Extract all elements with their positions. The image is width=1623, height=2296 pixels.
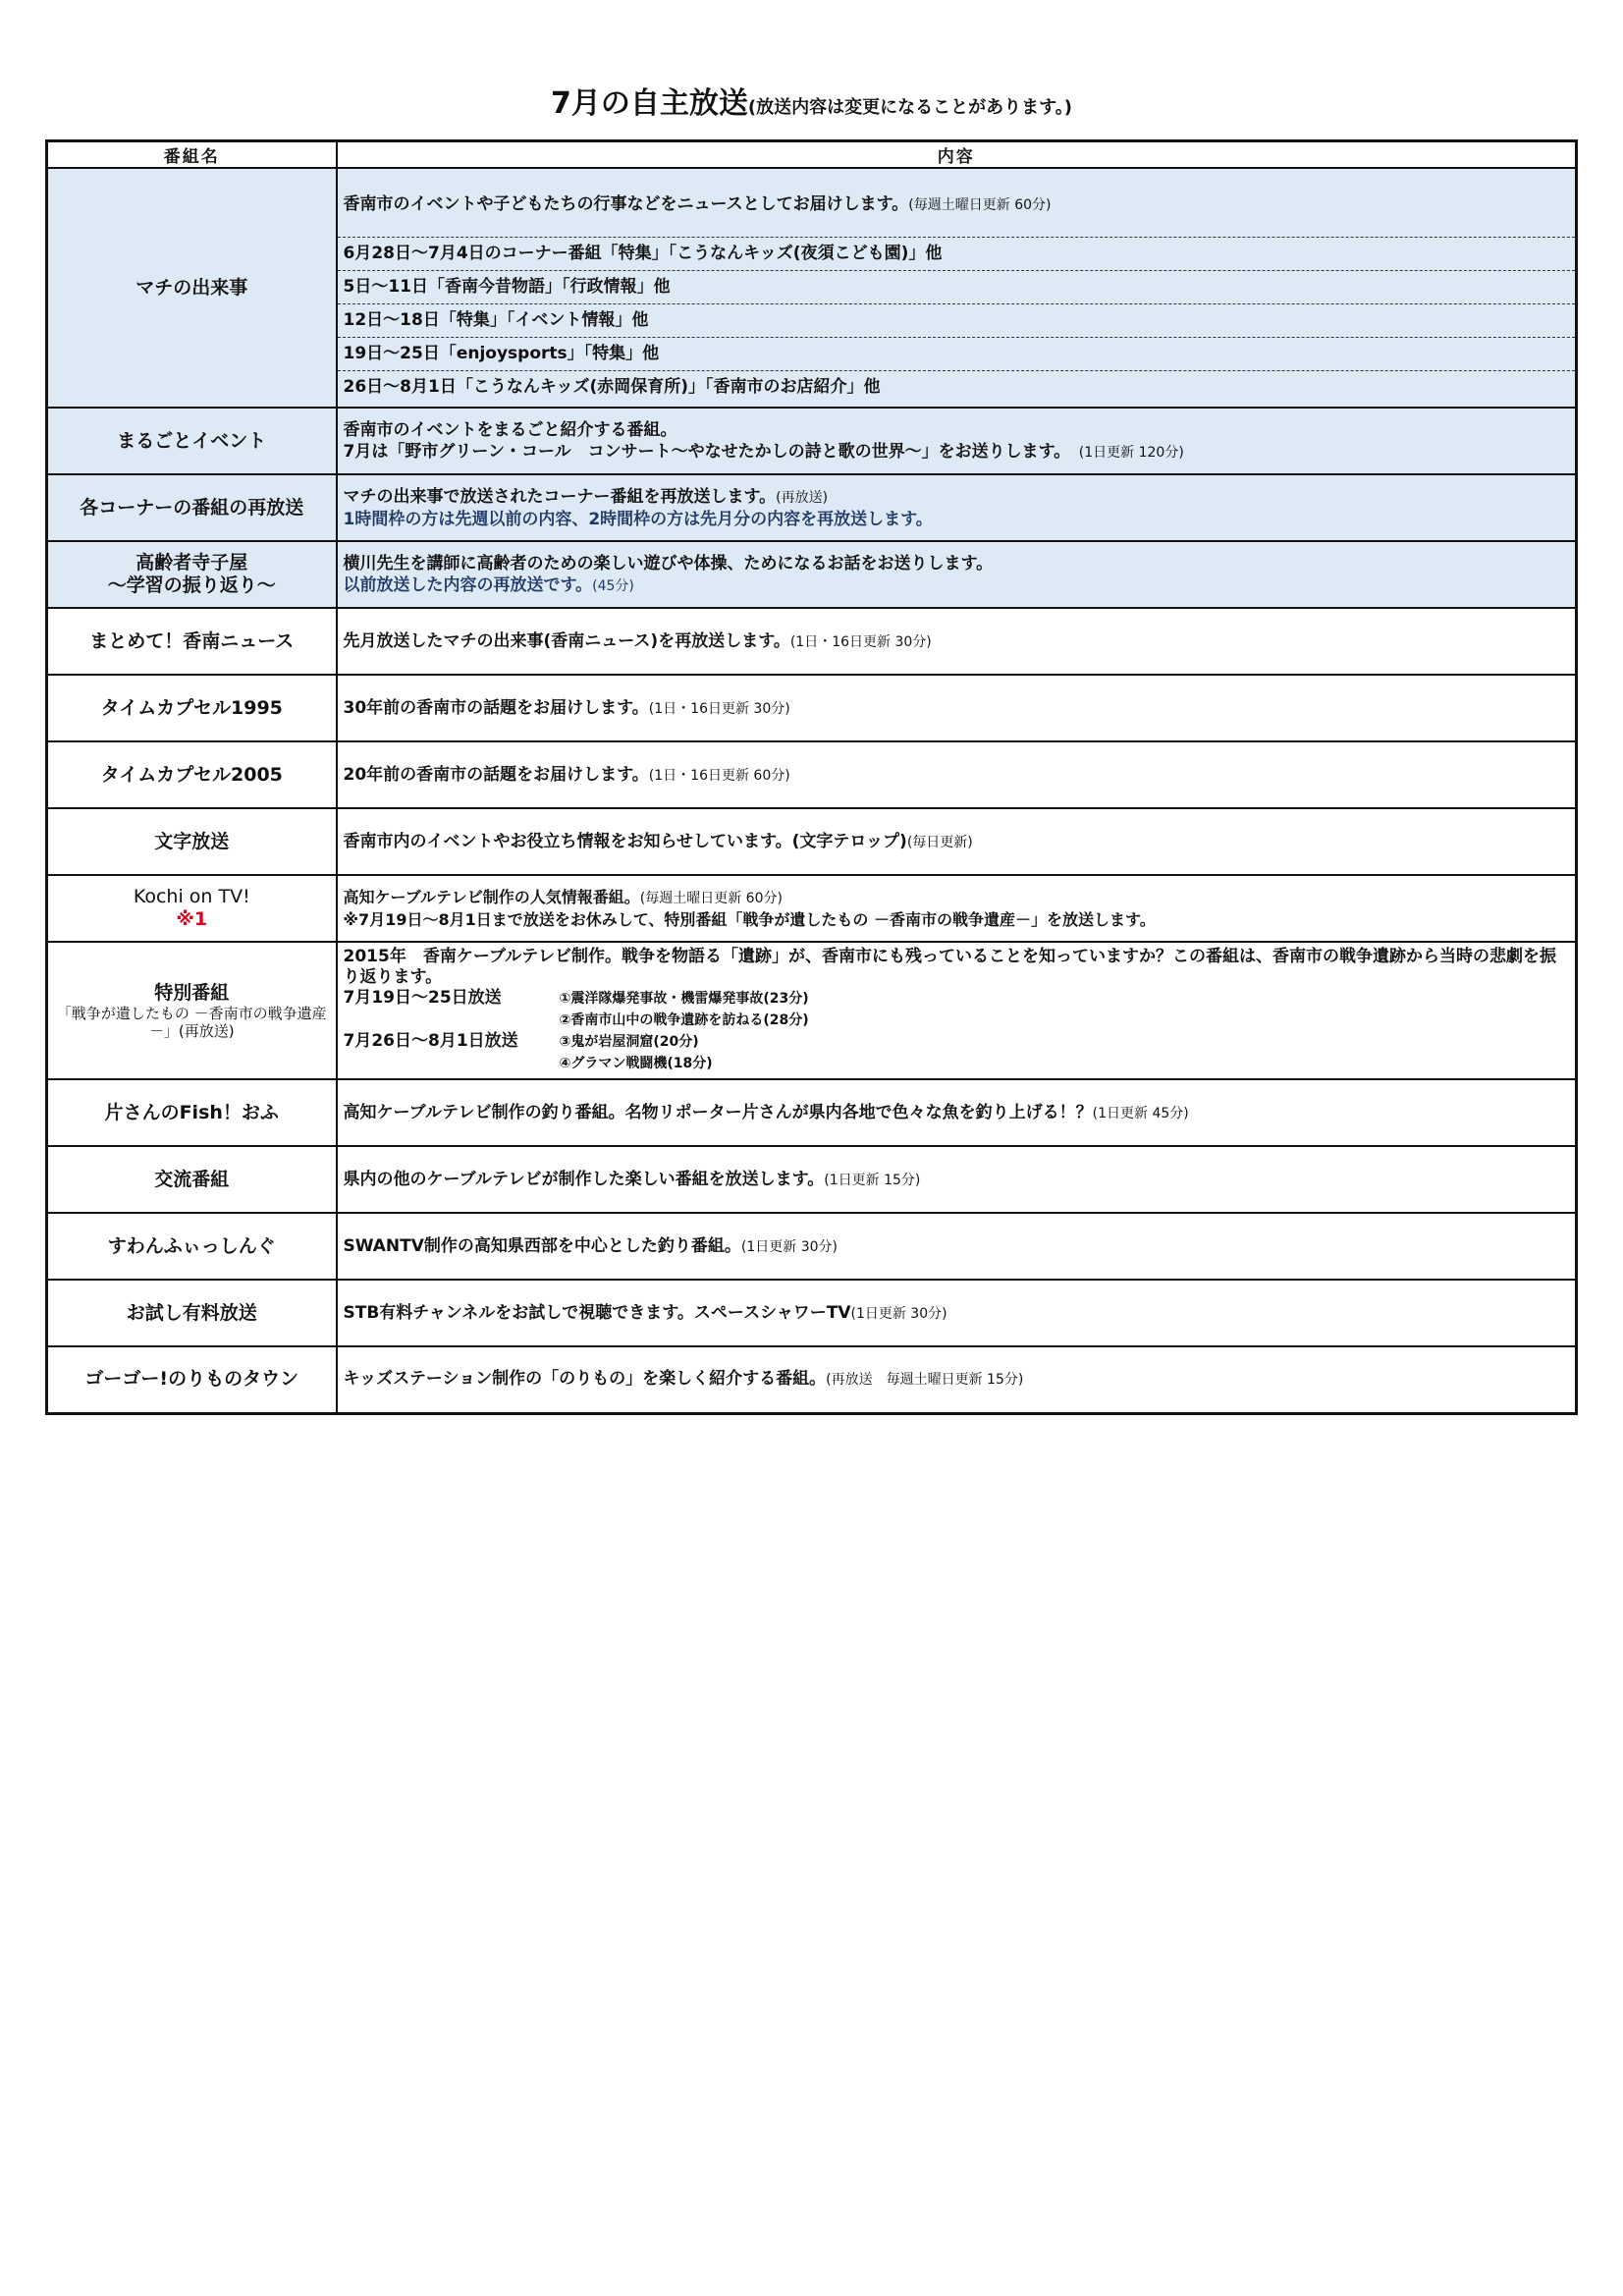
header-row	[47, 141, 1577, 169]
program-name: すわんふぃっしんぐ	[47, 1213, 337, 1280]
desc-line: 7月26日～8月1日放送 ③鬼が岩屋洞窟(20分)	[343, 1031, 699, 1051]
program-desc	[337, 942, 1577, 1079]
desc-line: 高知ケーブルテレビ制作の人気情報番組。(毎週土曜日更新 60分)	[343, 887, 783, 906]
program-desc	[337, 541, 1577, 608]
schedule-table	[45, 139, 1578, 1415]
desc-line: マチの出来事で放送されたコーナー番組を再放送します。(再放送)	[343, 486, 829, 507]
table-row	[47, 608, 1577, 675]
desc-line: 7月は「野市グリーン・コール コンサート～やなせたかしの詩と歌の世界～」をお送りします。 (1日更新 120分)	[343, 441, 1184, 462]
program-name: マチの出来事	[47, 168, 337, 408]
program-name: 交流番組	[47, 1146, 337, 1213]
machi-intro: 香南市のイベントや子どもたちの行事などをニュースとしてお届けします。(毎週土曜日更新 60分)	[338, 172, 1576, 238]
table-row	[47, 675, 1577, 741]
desc-line: 1時間枠の方は先週以前の内容、2時間枠の方は先月分の内容を再放送します。	[343, 509, 933, 529]
program-name: 文字放送	[47, 808, 337, 875]
table-row	[47, 1146, 1577, 1213]
table-row	[47, 1280, 1577, 1346]
program-desc	[337, 168, 1577, 408]
table-row	[47, 541, 1577, 608]
program-name: タイムカプセル2005	[47, 741, 337, 808]
machi-week-4: 19日～25日「enjoysports」「特集」他	[338, 338, 1576, 371]
program-subname: 「戦争が遺したもの －香南市の戦争遺産－」(再放送)	[56, 1004, 327, 1040]
desc-line: 7月19日～25日放送 ①震洋隊爆発事故・機雷爆発事故(23分)	[343, 988, 809, 1008]
page-title	[0, 79, 1623, 122]
program-desc	[337, 875, 1577, 942]
desc-line: ②香南市山中の戦争遺跡を訪ねる(28分)	[559, 1012, 809, 1028]
program-desc	[337, 408, 1577, 474]
footnote-mark: ※1	[176, 908, 208, 930]
table-row	[47, 474, 1577, 541]
program-name: タイムカプセル1995	[47, 675, 337, 741]
program-desc: 先月放送したマチの出来事(香南ニュース)を再放送します。(1日・16日更新 30分)	[337, 608, 1577, 675]
header-content: 内容	[337, 141, 1577, 169]
program-name: 各コーナーの番組の再放送	[47, 474, 337, 541]
table-row	[47, 875, 1577, 942]
program-name: 高齢者寺子屋 ～学習の振り返り～	[47, 541, 337, 608]
program-desc: 香南市内のイベントやお役立ち情報をお知らせしています。(文字テロップ)(毎日更新)	[337, 808, 1577, 875]
program-name: まるごとイベント	[47, 408, 337, 474]
table-row	[47, 168, 1577, 408]
title-main: 7月の自主放送	[551, 86, 748, 121]
table-row	[47, 741, 1577, 808]
program-name: Kochi on TV! ※1	[47, 875, 337, 942]
program-name: ゴーゴー!のりものタウン	[47, 1346, 337, 1413]
program-name: お試し有料放送	[47, 1280, 337, 1346]
table-row	[47, 1213, 1577, 1280]
program-name: 特別番組 「戦争が遺したもの －香南市の戦争遺産－」(再放送)	[47, 942, 337, 1079]
table-row	[47, 408, 1577, 474]
program-desc: STB有料チャンネルをお試しで視聴できます。スペースシャワーTV(1日更新 30分)	[337, 1280, 1577, 1346]
desc-line: 横川先生を講師に高齢者のための楽しい遊びや体操、ためになるお話をお送りします。	[343, 553, 994, 574]
desc-line: 2015年 香南ケーブルテレビ制作。戦争を物語る「遺跡」が、香南市にも残っていることを知っていますか？この番組は、香南市の戦争遺跡から当時の悲劇を振り返ります。	[343, 947, 1556, 987]
table-row	[47, 1346, 1577, 1413]
machi-week-5: 26日～8月1日「こうなんキッズ(赤岡保育所)」「香南市のお店紹介」他	[343, 377, 881, 397]
desc-line: ※7月19日～8月1日まで放送をお休みして、特別番組「戦争が遺したもの －香南市の戦争遺産－」を放送します。	[343, 909, 1156, 929]
program-desc: 高知ケーブルテレビ制作の釣り番組。名物リポーター片さんが県内各地で色々な魚を釣り上げる！？(1日更新 45分)	[337, 1079, 1577, 1146]
program-desc	[337, 474, 1577, 541]
machi-week-2: 5日～11日「香南今昔物語」「行政情報」他	[338, 271, 1576, 304]
title-note: (放送内容は変更になることがあります。)	[747, 97, 1072, 118]
program-name: 片さんのFish！おふ	[47, 1079, 337, 1146]
desc-line: 香南市のイベントをまるごと紹介する番組。	[343, 419, 677, 440]
program-desc: SWANTV制作の高知県西部を中心とした釣り番組。(1日更新 30分)	[337, 1213, 1577, 1280]
desc-line: 以前放送した内容の再放送です。(45分)	[343, 574, 634, 595]
desc-line: ④グラマン戦闘機(18分)	[559, 1056, 713, 1071]
machi-week-1: 6月28日～7月4日のコーナー番組「特集」「こうなんキッズ(夜須こども園)」他	[338, 238, 1576, 271]
program-desc: キッズステーション制作の「のりもの」を楽しく紹介する番組。(再放送 毎週土曜日更新 15分)	[337, 1346, 1577, 1413]
program-desc: 30年前の香南市の話題をお届けします。(1日・16日更新 30分)	[337, 675, 1577, 741]
machi-week-3: 12日～18日「特集」「イベント情報」他	[338, 304, 1576, 338]
header-program-name: 番組名	[47, 141, 337, 169]
table-row	[47, 942, 1577, 1079]
table-row	[47, 1079, 1577, 1146]
program-desc: 20年前の香南市の話題をお届けします。(1日・16日更新 60分)	[337, 741, 1577, 808]
program-desc: 県内の他のケーブルテレビが制作した楽しい番組を放送します。(1日更新 15分)	[337, 1146, 1577, 1213]
table-row	[47, 808, 1577, 875]
program-name: まとめて！香南ニュース	[47, 608, 337, 675]
